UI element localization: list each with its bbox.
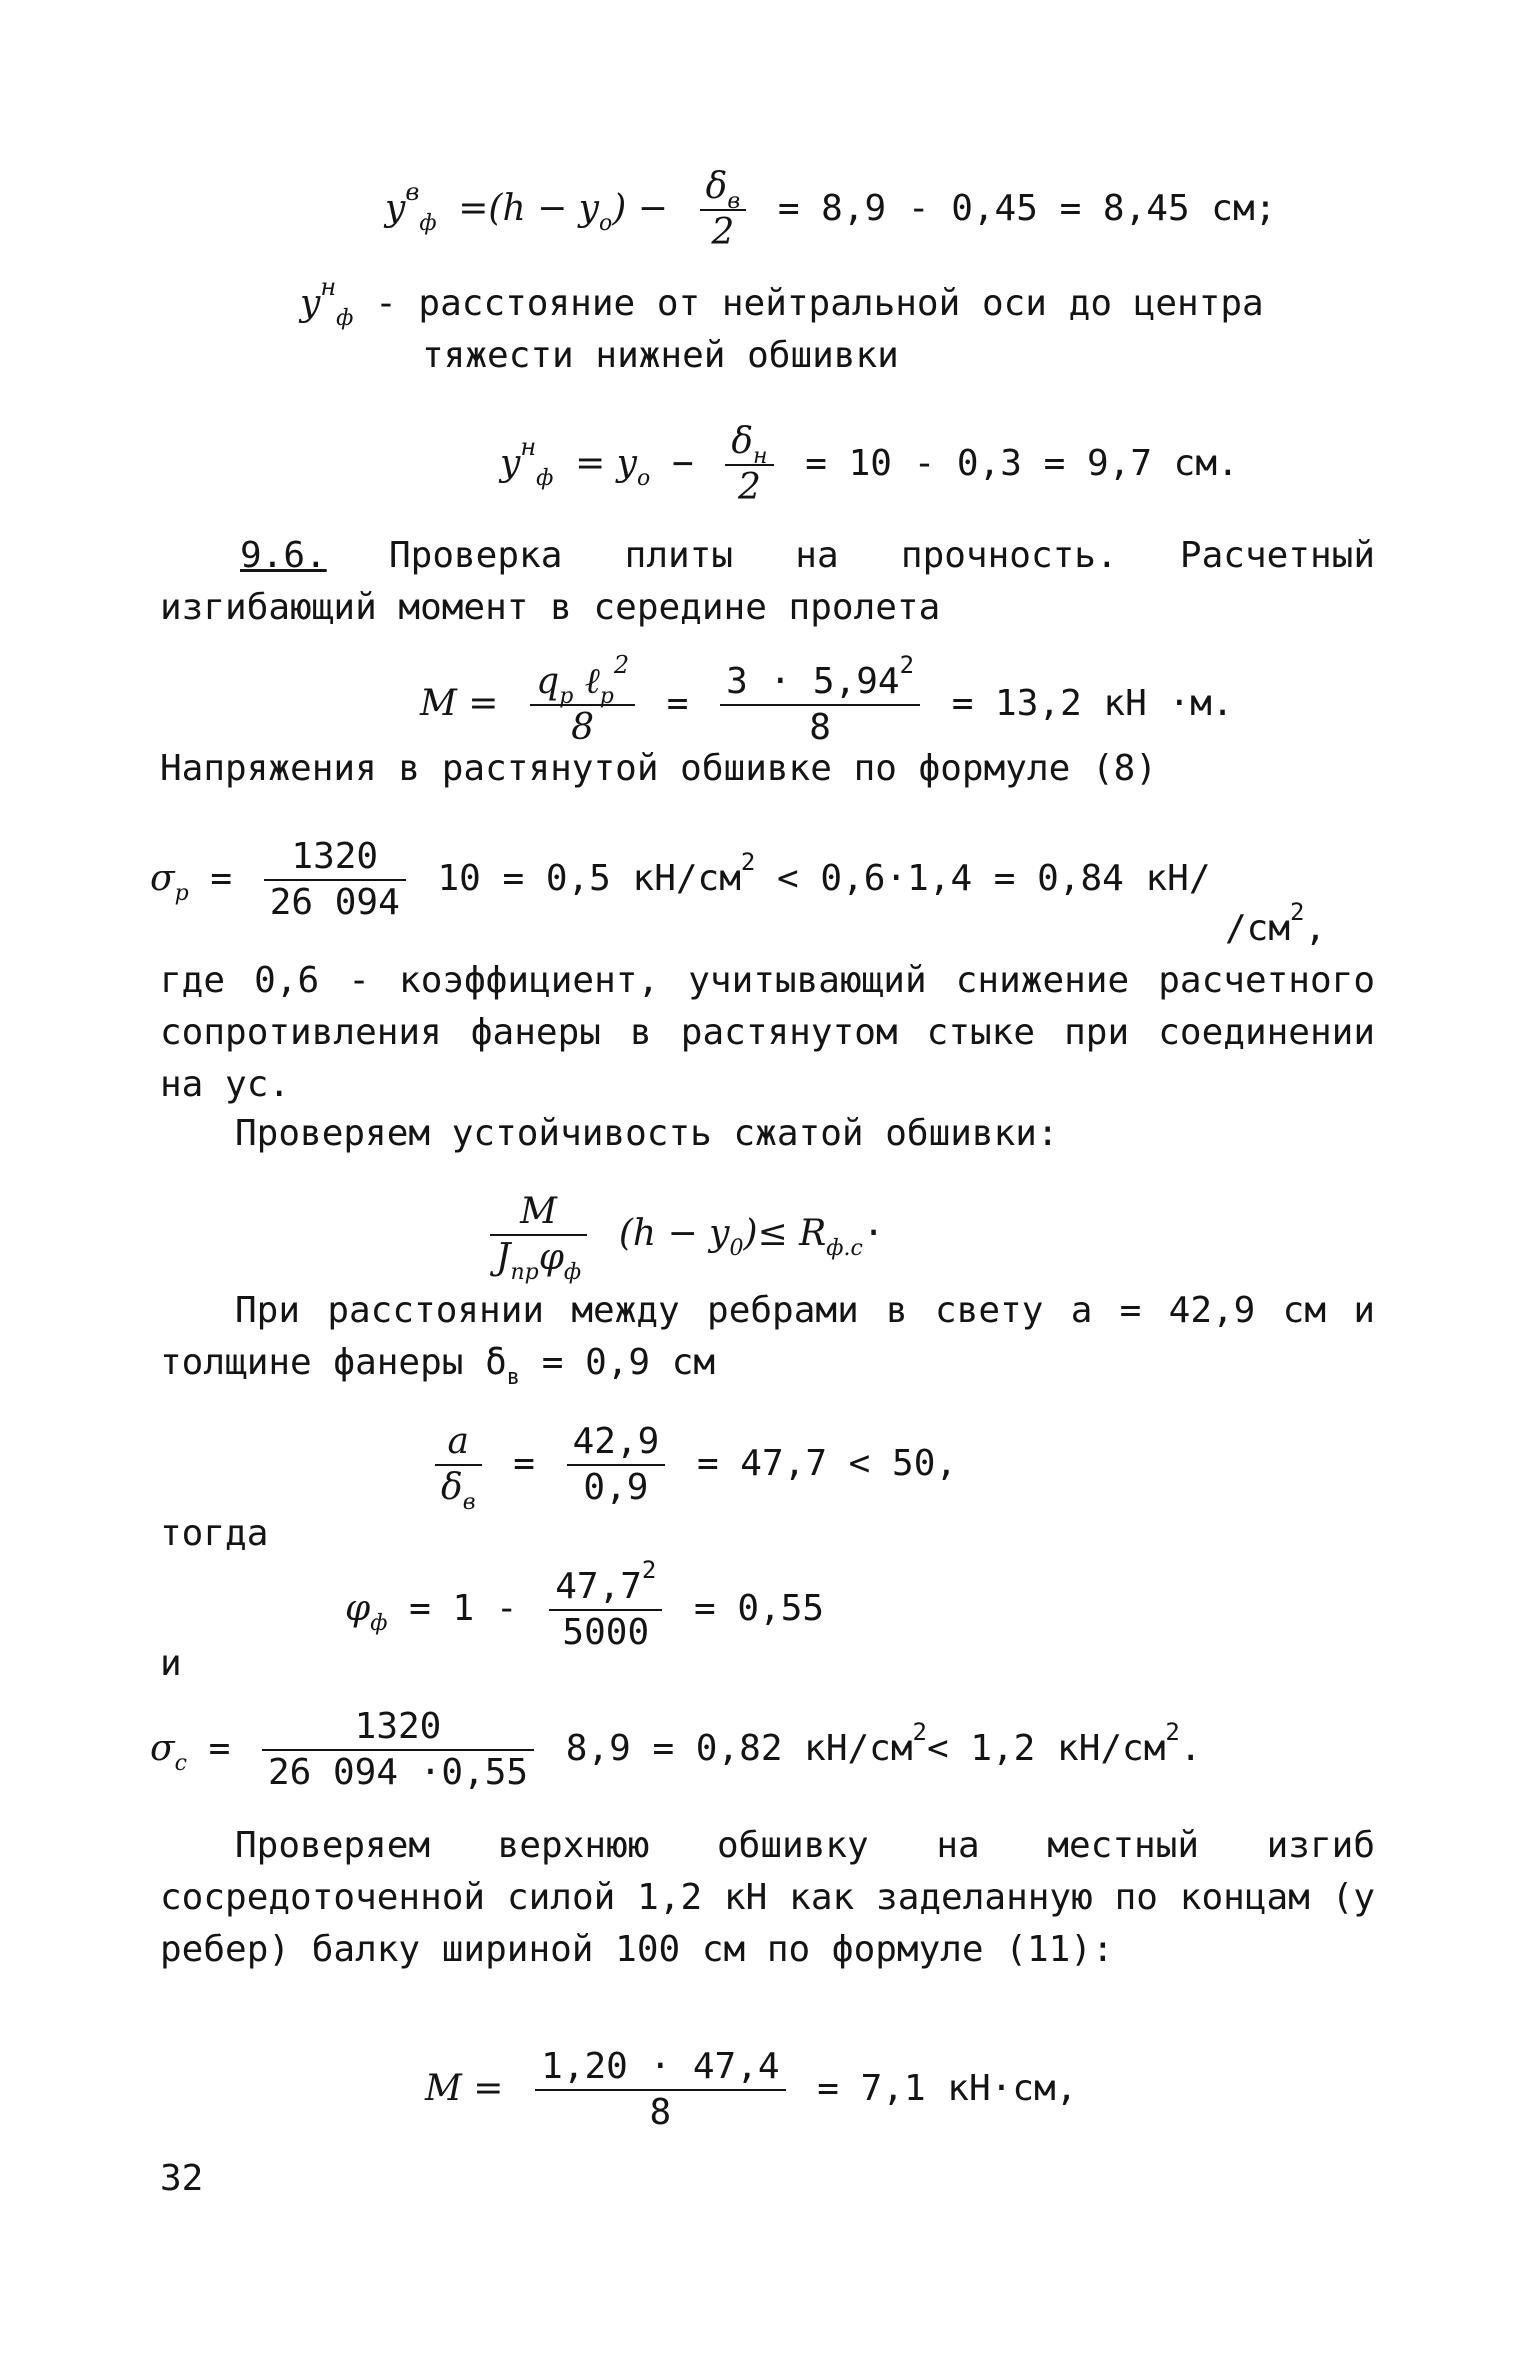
formula-moment-2: M = $\frac{1,20 \cdot 47,4}{8}$ = 7,1 кН·см, bbox=[425, 2046, 1078, 2133]
check-stability-text: Проверяем устойчивость сжатой обшивки: bbox=[235, 1113, 1059, 1154]
section-text: Проверка плиты на прочность. Расчетный изгибающий момент в середине пролета bbox=[160, 535, 1375, 628]
definition-line-2: тяжести нижней обшивки bbox=[422, 335, 899, 376]
page-number: 32 bbox=[160, 2158, 204, 2199]
formula-y-upper: $y^в_ф =(h - y_o)$ − $\frac{\delta_в}{2}$ = 8,9 - 0,45 = 8,45 см; bbox=[385, 166, 1277, 253]
formula-sigma-p: $\sigma_р$ = $\frac{1320}{26 094}$ 10 = 0,5 $кН/см^2 < 0,6\cdot 1,4 = 0,84$ кН/ bbox=[150, 836, 1211, 923]
fraction: $\frac{47,7^2}{5000}$ bbox=[549, 1565, 662, 1655]
fraction: $\frac{M}{J_{пр}\varphi_ф}$ bbox=[490, 1190, 587, 1280]
word-then: тогда bbox=[160, 1513, 269, 1554]
formula-symbol: $\sigma_р$ bbox=[150, 858, 189, 906]
formula-symbol: $\varphi_ф$ bbox=[345, 1588, 388, 1636]
fraction: $\frac{\delta_в}{2}$ bbox=[700, 165, 747, 255]
formula-result: = 8,9 - 0,45 = 8,45 см; bbox=[777, 188, 1277, 229]
formula-moment: M = $\frac{q_p \ell_p^2}{8}$ = $\frac{3 \cdot 5,94^2}{8}$ = 13,2 кН ·м. bbox=[420, 651, 1234, 748]
formula-symbol: $y^в_ф$ bbox=[385, 178, 437, 236]
word-and: и bbox=[160, 1643, 182, 1684]
formula-sigma-c: $\sigma_с$ = $\frac{1320}{26 094 \cdot 0,55}$ 8,9 = 0,82 $кН/см^2< 1,2$ $кН/см^2$. bbox=[150, 1706, 1202, 1793]
formula-symbol: $y^н_ф$ bbox=[500, 433, 554, 491]
fraction: $\frac{q_p \ell_p^2}{8}$ bbox=[530, 660, 635, 750]
formula-symbol: $\sigma_с$ bbox=[150, 1728, 187, 1776]
formula-phi: $\varphi_ф = 1$ - $\frac{47,7^2}{5000}$ = 0,55 bbox=[345, 1556, 825, 1653]
fraction: $\frac{a}{\delta_в}$ bbox=[435, 1420, 482, 1510]
paragraph-local-bending: Проверяем верхнюю обшивку на местный изгиб сосредоточенной силой 1,2 кН как заделанную по концам (у ребер) балку шириной 100 см по формуле (11): bbox=[160, 1825, 1375, 1970]
formula-result: = 10 - 0,3 = 9,7 см. bbox=[805, 443, 1239, 484]
fraction: $\frac{\delta_н}{2}$ bbox=[725, 420, 773, 510]
definition-y-lower: $y^н_ф$ - расстояние от нейтральной оси до центра bbox=[300, 273, 1264, 331]
stress-intro: Напряжения в растянутой обшивке по формуле (8) bbox=[160, 748, 1157, 789]
fraction: $\frac{42,9}{0,9}$ bbox=[567, 1420, 666, 1510]
formula-ratio: $\frac{a}{\delta_в}$ = $\frac{42,9}{0,9}$ = 47,7 < 50, bbox=[425, 1420, 957, 1510]
formula-stability: $\frac{M}{J_{пр}\varphi_ф}$ $(h - y_0)\le R_{ф.с}\cdot$ bbox=[480, 1190, 884, 1280]
paragraph-distance: При расстоянии между ребрами в свету a = 42,9 см и толщине фанеры $\delta_в = 0,9$ см bbox=[160, 1290, 1375, 1390]
section-number: 9.6. bbox=[240, 535, 327, 576]
fraction: $\frac{1,20 \cdot 47,4}{8}$ bbox=[535, 2045, 785, 2135]
paragraph-coefficient: где 0,6 - коэффициент, учитывающий снижение расчетного сопротивления фанеры в растянутом стыке при соединении на ус. bbox=[160, 960, 1375, 1105]
formula-y-lower: $y^н_ф = y_o$ − $\frac{\delta_н}{2}$ = 10 - 0,3 = 9,7 см. bbox=[500, 421, 1239, 508]
unit-wrap: $/см^2$, bbox=[1225, 898, 1327, 949]
section-9-6 bbox=[160, 530, 1375, 634]
definition-symbol: $y^н_ф$ bbox=[300, 273, 354, 331]
fraction: $\frac{3 \cdot 5,94^2}{8}$ bbox=[720, 660, 920, 750]
formula-result: = 13,2 кН ·м. bbox=[951, 683, 1234, 724]
fraction: $\frac{1320}{26 094}$ bbox=[264, 835, 406, 925]
fraction: $\frac{1320}{26 094 \cdot 0,55}$ bbox=[262, 1705, 534, 1795]
